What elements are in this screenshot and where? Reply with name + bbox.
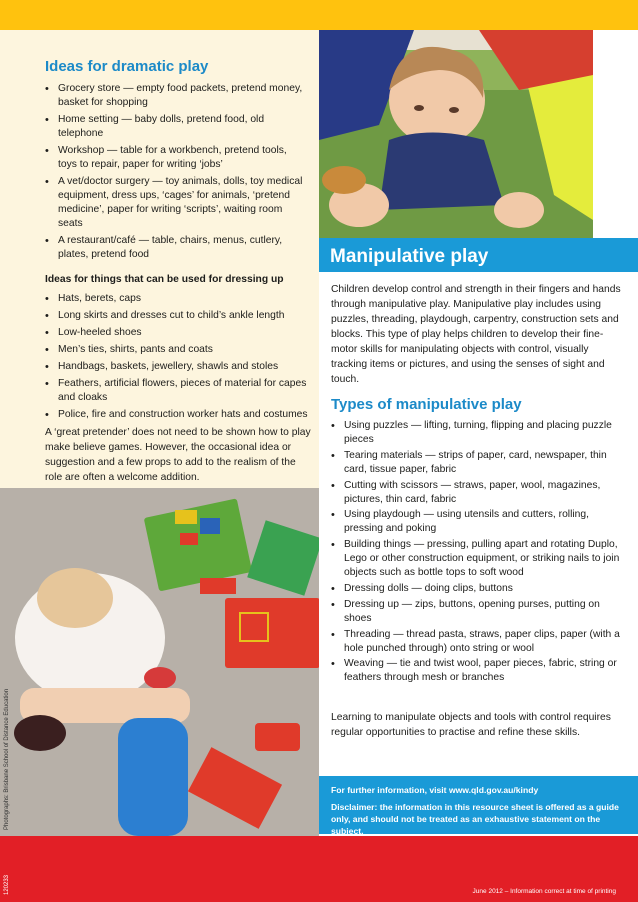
manipulative-play-paragraph: Children develop control and strength in their fingers and hands through manipulative play. Manipulative play includes using puzzles, threading, playdough, carpentry, construction sets and blocks. This type of play helps children to develop their fine-motor skills for manipulating objects with control, visually tracking items or pictures, and using the senses of sight and touch.	[331, 284, 621, 385]
list-item: • Hats, berets, caps	[45, 292, 313, 306]
list-item: • Using playdough — using utensils and cutters, rolling, pressing and poking	[331, 508, 627, 536]
list-item: • Handbags, baskets, jewellery, shawls and stoles	[45, 360, 313, 374]
great-pretender-paragraph: A ‘great pretender’ does not need to be shown how to play make believe games. However, the occasional idea or suggestion and a few props to add to the realism of the role are often a welcome addition.	[45, 427, 311, 483]
list-item: • A restaurant/café — table, chairs, menus, cutlery, plates, pretend food	[45, 234, 307, 262]
list-item: • Home setting — baby dolls, pretend food, old telephone	[45, 113, 307, 141]
boy-playing-photo	[319, 30, 593, 238]
list-item: • Threading — thread pasta, straws, paper clips, paper (with a hole punched through) onto string or wool	[331, 628, 627, 656]
learning-paragraph: Learning to manipulate objects and tools with control requires regular opportunities to practise and refine these skills.	[331, 712, 611, 738]
list-item: • Dressing up — zips, buttons, opening purses, putting on shoes	[331, 598, 627, 626]
list-item: • Low-heeled shoes	[45, 326, 313, 340]
girl-building-blocks-photo	[0, 488, 319, 836]
print-date-note: June 2012 – Information correct at time of printing	[472, 888, 616, 895]
manipulative-types-list	[331, 419, 627, 687]
kindy-website-link[interactable]: www.qld.gov.au/kindy	[448, 785, 539, 795]
dramatic-play-title: Ideas for dramatic play	[45, 58, 209, 75]
list-item: • Dressing dolls — doing clips, buttons	[331, 582, 627, 596]
list-item: • Using puzzles — lifting, turning, flipping and placing puzzle pieces	[331, 419, 627, 447]
list-item: • Weaving — tie and twist wool, paper pieces, fabric, string or feathers through mesh or branches	[331, 657, 627, 685]
further-information-prefix: For further information, visit	[331, 785, 449, 795]
document-code: 120233	[4, 874, 10, 895]
list-item: • Police, fire and construction worker hats and costumes	[45, 408, 313, 422]
list-item: • Feathers, artificial flowers, pieces of material for capes and cloaks	[45, 377, 313, 405]
list-item: • Grocery store — empty food packets, pretend money, basket for shopping	[45, 82, 307, 110]
types-of-manipulative-play-title: Types of manipulative play	[331, 396, 522, 413]
top-yellow-band	[0, 0, 638, 30]
dramatic-play-list	[45, 82, 307, 265]
photo-credit: Photographs: Brisbane School of Distance Education	[4, 688, 10, 830]
dressing-up-list	[45, 292, 313, 425]
list-item: • Long skirts and dresses cut to child’s ankle length	[45, 309, 313, 323]
further-information-line	[331, 784, 538, 796]
disclaimer-text: Disclaimer: the information in this resource sheet is offered as a guide only, and should not be treated as an exhaustive statement on the subject.	[331, 802, 619, 836]
list-item: • Workshop — table for a workbench, pretend tools, toys to repair, paper for writing ‘jobs’	[45, 144, 307, 172]
list-item: • Cutting with scissors — straws, paper, wool, magazines, pictures, thin card, fabric	[331, 479, 627, 507]
list-item: • Men’s ties, shirts, pants and coats	[45, 343, 313, 357]
dressing-up-heading: Ideas for things that can be used for dressing up	[45, 274, 284, 285]
list-item: • Tearing materials — strips of paper, card, newspaper, thin card, tissue paper, fabric	[331, 449, 627, 477]
manipulative-play-title: Manipulative play	[330, 246, 489, 267]
list-item: • Building things — pressing, pulling apart and rotating Duplo, Lego or other construction equipment, or striking nails to join objects such as bottle tops to soft wood	[331, 538, 627, 580]
list-item: • A vet/doctor surgery — toy animals, dolls, toy medical equipment, dress ups, ‘cages’ for animals, ‘pretend medicine’, paper for writing ‘scripts’, waiting room seats	[45, 175, 307, 231]
